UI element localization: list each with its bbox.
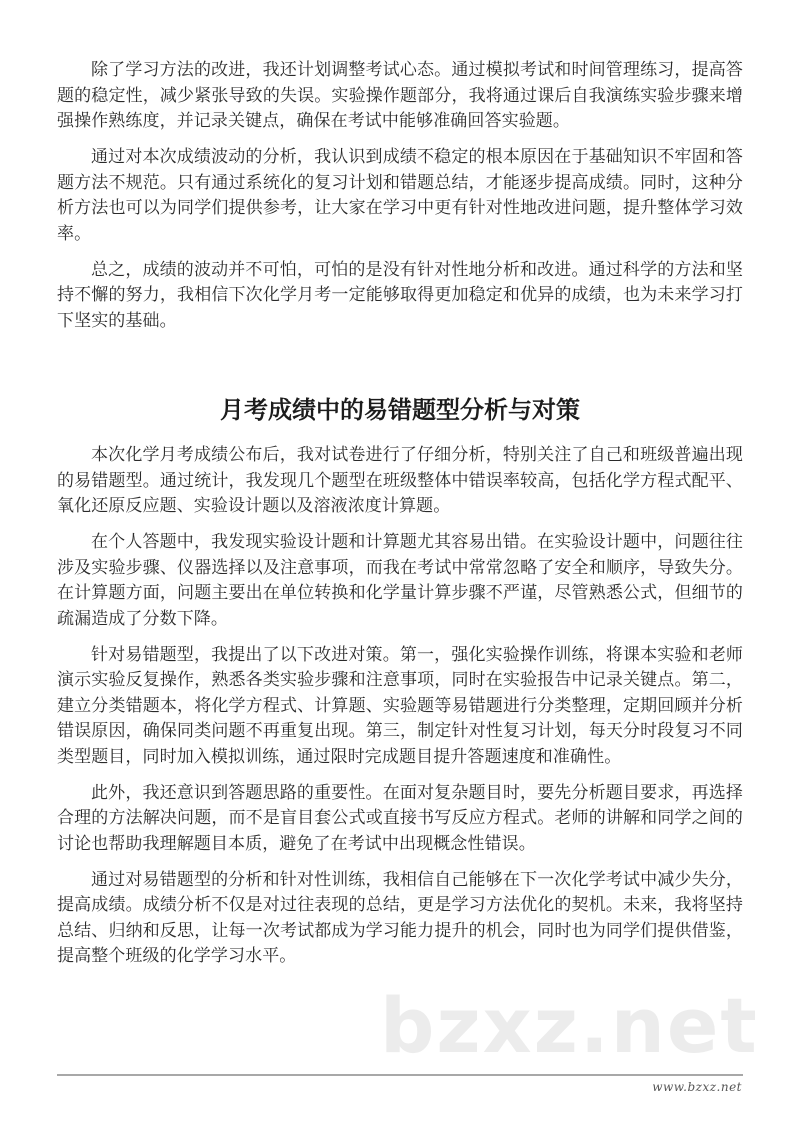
body-paragraph: 此外，我还意识到答题思路的重要性。在面对复杂题目时，要先分析题目要求，再选择合理的方法解决问题，而不是盲目套公式或直接书写反应方程式。老师的讲解和同学之间的讨论也帮助我理解题目本质，避免了在考试中出现概念性错误。	[57, 782, 743, 854]
footer-divider	[57, 1074, 743, 1076]
body-paragraph: 在个人答题中，我发现实验设计题和计算题尤其容易出错。在实验设计题中，问题往往涉及实验步骤、仪器选择以及注意事项，而我在考试中常常忽略了安全和顺序，导致失分。在计算题方面，问题主要出在单位转换和化学量计算步骤不严谨，尽管熟悉公式，但细节的疏漏造成了分数下降。	[57, 532, 743, 629]
body-paragraph: 通过对易错题型的分析和针对性训练，我相信自己能够在下一次化学考试中减少失分，提高成绩。成绩分析不仅是对过往表现的总结，更是学习方法优化的契机。未来，我将坚持总结、归纳和反思，让每一次考试都成为学习能力提升的机会，同时也为同学们提供借鉴，提高整个班级的化学学习水平。	[57, 869, 743, 966]
body-paragraph: 除了学习方法的改进，我还计划调整考试心态。通过模拟考试和时间管理练习，提高答题的稳定性，减少紧张导致的失误。实验操作题部分，我将通过课后自我演练实验步骤来增强操作熟练度，并记录关键点，确保在考试中能够准确回答实验题。	[57, 60, 743, 131]
body-paragraph: 针对易错题型，我提出了以下改进对策。第一，强化实验操作训练，将课本实验和老师演示实验反复操作，熟悉各类实验步骤和注意事项，同时在实验报告中记录关键点。第二，建立分类错题本，将化学方程式、计算题、实验题等易错题进行分类整理，定期回顾并分析错误原因，确保同类问题不再重复出现。第三，制定针对性复习计划，每天分时段复习不同类型题目，同时加入模拟训练，通过限时完成题目提升答题速度和准确性。	[57, 644, 743, 767]
previous-section-body	[57, 58, 743, 345]
watermark: bzxz.net	[380, 981, 759, 1070]
body-paragraph: 通过对本次成绩波动的分析，我认识到成绩不稳定的根本原因在于基础知识不牢固和答题方法不规范。只有通过系统化的复习计划和错题总结，才能逐步提高成绩。同时，这种分析方法也可以为同学们提供参考，让大家在学习中更有针对性地改进问题，提升整体学习效率。	[57, 147, 743, 244]
footer-url: www.bzxz.net	[652, 1080, 742, 1094]
section-body	[57, 443, 743, 980]
body-paragraph: 本次化学月考成绩公布后，我对试卷进行了仔细分析，特别关注了自己和班级普遍出现的易错题型。通过统计，我发现几个题型在班级整体中错误率较高，包括化学方程式配平、氧化还原反应题、实验设计题以及溶液浓度计算题。	[57, 445, 743, 516]
body-paragraph: 总之，成绩的波动并不可怕，可怕的是没有针对性地分析和改进。通过科学的方法和坚持不懈的努力，我相信下次化学月考一定能够取得更加稳定和优异的成绩，也为未来学习打下坚实的基础。	[57, 259, 743, 331]
section-title: 月考成绩中的易错题型分析与对策	[220, 396, 580, 424]
